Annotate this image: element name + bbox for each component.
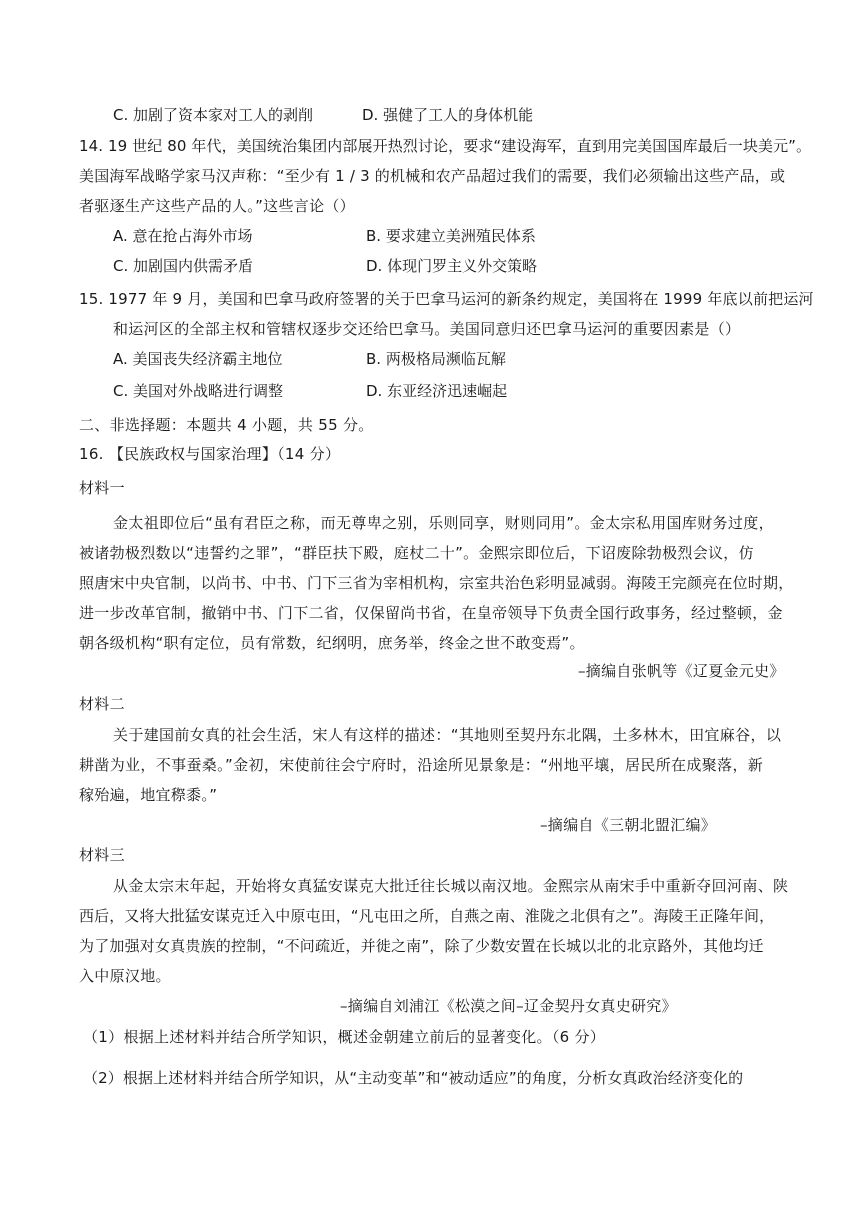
q15-stem-line-1: 15. 1977 年 9 月，美国和巴拿马政府签署的关于巴拿马运河的新条约规定，美国将在 1999 年底以前把运河 <box>79 290 814 308</box>
q13-option-d: D. 强健了工人的身体机能 <box>362 106 534 124</box>
material-1-line-1: 金太祖即位后“虽有君臣之称，而无尊卑之别，乐则同享，财则同用”。金太宗私用国库财务过度， <box>113 514 774 532</box>
material-3-line-3: 为了加强对女真贵族的控制，“不问疏近，并徙之南”，除了少数安置在长城以北的北京路外，其他均迁 <box>79 937 764 955</box>
material-1-line-2: 被诸勃极烈数以“违誓约之罪”，“群臣扶下殿，庭杖二十”。金熙宗即位后，下诏废除勃极烈会议，仿 <box>79 544 754 562</box>
material-3-line-1: 从金太宗末年起，开始将女真猛安谋克大批迁往长城以南汉地。金熙宗从南宋手中重新夺回河南、陕 <box>113 877 789 895</box>
material-2-source: –摘编自《三朝北盟汇编》 <box>540 816 717 834</box>
material-1-label: 材料一 <box>79 479 125 497</box>
section-2-heading: 二、非选择题：本题共 4 小题，共 55 分。 <box>79 416 374 434</box>
q16-subquestion-2: （2）根据上述材料并结合所学知识，从“主动变革”和“被动适应”的角度，分析女真政治经济变化的 <box>83 1069 744 1087</box>
material-3-line-4: 入中原汉地。 <box>79 967 171 985</box>
q15-option-d: D. 东亚经济迅速崛起 <box>366 382 508 400</box>
material-2-line-3: 稼殆遍，地宜穄黍。” <box>79 786 218 804</box>
material-1-line-3: 照唐宋中央官制，以尚书、中书、门下三省为宰相机构，宗室共治色彩明显减弱。海陵王完颜亮在位时期， <box>79 574 794 592</box>
material-3-label: 材料三 <box>79 846 125 864</box>
q14-option-d: D. 体现门罗主义外交策略 <box>366 257 538 275</box>
q15-option-a: A. 美国丧失经济霸主地位 <box>113 350 283 368</box>
q14-stem-line-1: 14. 19 世纪 80 年代，美国统治集团内部展开热烈讨论，要求“建设海军，直到用完美国国库最后一块美元”。 <box>79 137 812 155</box>
q14-stem-line-3: 者驱逐生产这些产品的人。”这些言论（） <box>79 197 355 215</box>
material-1-source: –摘编自张帆等《辽夏金元史》 <box>578 662 785 680</box>
material-2-line-2: 耕凿为业，不事蚕桑。”金初，宋使前往会宁府时，沿途所见景象是：“州地平壤，居民所在成聚落，新 <box>79 756 764 774</box>
material-3-source: –摘编自刘浦江《松漠之间–辽金契丹女真史研究》 <box>340 997 677 1015</box>
material-1-line-4: 进一步改革官制，撤销中书、门下二省，仅保留尚书省，在皇帝领导下负责全国行政事务，经过整顿，金 <box>79 604 783 622</box>
q14-option-b: B. 要求建立美洲殖民体系 <box>366 227 536 245</box>
material-2-label: 材料二 <box>79 695 125 713</box>
q14-stem-line-2: 美国海军战略学家马汉声称：“至少有 1 / 3 的机械和农产品超过我们的需要，我们必须输出这些产品，或 <box>79 167 786 185</box>
q16-subquestion-1: （1）根据上述材料并结合所学知识，概述金朝建立前后的显著变化。（6 分） <box>83 1028 606 1046</box>
q14-option-c: C. 加剧国内供需矛盾 <box>113 257 254 275</box>
q15-option-c: C. 美国对外战略进行调整 <box>113 382 284 400</box>
material-2-line-1: 关于建国前女真的社会生活，宋人有这样的描述：“其地则至契丹东北隅，土多林木，田宜麻谷，以 <box>113 726 782 744</box>
q15-stem-line-2: 和运河区的全部主权和管辖权逐步交还给巴拿马。美国同意归还巴拿马运河的重要因素是（） <box>113 320 741 338</box>
q13-option-c: C. 加剧了资本家对工人的剥削 <box>113 106 314 124</box>
material-1-line-5: 朝各级机构“职有定位，员有常数，纪纲明，庶务举，终金之世不敢变焉”。 <box>79 634 585 652</box>
q15-option-b: B. 两极格局濒临瓦解 <box>366 350 506 368</box>
material-3-line-2: 西后，又将大批猛安谋克迁入中原屯田，“凡屯田之所，自燕之南、淮陇之北俱有之”。海陵王正隆年间， <box>79 907 775 925</box>
q14-option-a: A. 意在抢占海外市场 <box>113 227 253 245</box>
q16-title: 16. 【民族政权与国家治理】（14 分） <box>79 445 341 463</box>
